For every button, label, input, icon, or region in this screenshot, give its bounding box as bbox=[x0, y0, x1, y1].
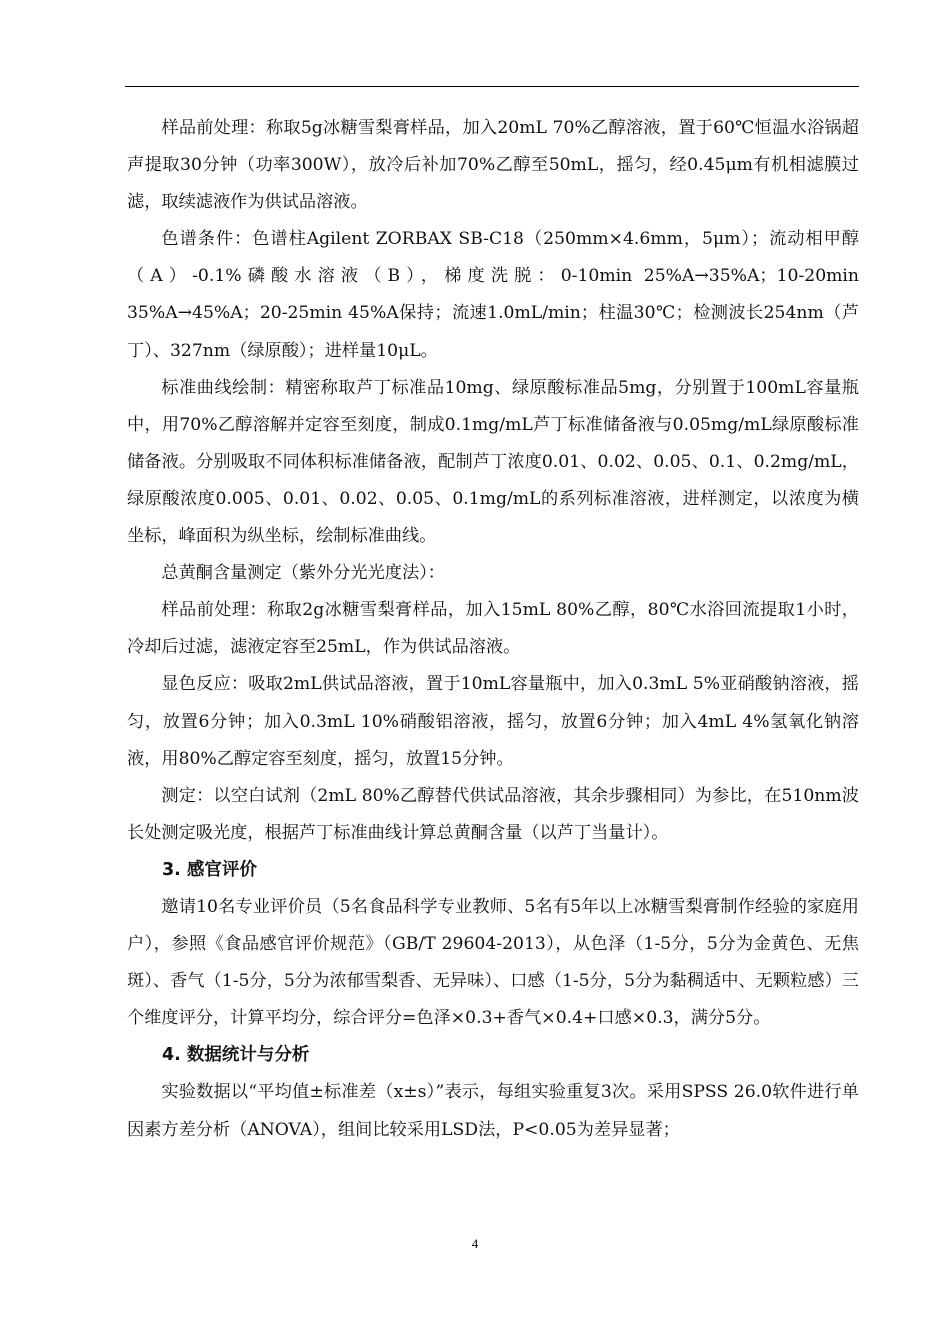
section-heading-statistics: 4. 数据统计与分析 bbox=[162, 1045, 310, 1066]
paragraph-flavonoid-prep: 样品前处理：称取2g冰糖雪梨膏样品，加入15mL 80%乙醇，80℃水浴回流提取1小时，冷却后过滤，滤液定容至25mL，作为供试品溶液。 bbox=[127, 600, 859, 658]
paragraph-standard-curve: 标准曲线绘制：精密称取芦丁标准品10mg、绿原酸标准品5mg，分别置于100mL容量瓶中，用70%乙醇溶解并定容至刻度，制成0.1mg/mL芦丁标准储备液与0.05mg/mL绿原酸标准储备液。分别吸取不同体积标准储备液，配制芦丁浓度0.01、0.02、0.05、0.1、0.2mg/mL，绿原酸浓度0.005、0.01、0.02、0.05、0.1mg/mL的系列标准溶液，进样测定，以浓度为横坐标，峰面积为纵坐标，绘制标准曲线。 bbox=[127, 377, 859, 547]
paragraph-flavonoid-heading: 总黄酮含量测定（紫外分光光度法）： bbox=[161, 563, 445, 584]
header-rule bbox=[125, 86, 859, 87]
paragraph-chromatography: 色谱条件：色谱柱Agilent ZORBAX SB-C18（250mm×4.6mm，5μm）；流动相甲醇（A）-0.1%磷酸水溶液（B），梯度洗脱：0-10min 25%A→35%A；10-20min 35%A→45%A；20-25min 45%A保持；流速1.0mL/min；柱温30℃；检测波长254nm（芦丁）、327nm（绿原酸）；进样量10μL。 bbox=[127, 229, 859, 361]
paragraph-statistics: 实验数据以“平均值±标准差（x±s）”表示，每组实验重复3次。采用SPSS 26.0软件进行单因素方差分析（ANOVA），组间比较采用LSD法，P<0.05为差异显著； bbox=[127, 1082, 859, 1140]
paragraph-color-reaction: 显色反应：吸取2mL供试品溶液，置于10mL容量瓶中，加入0.3mL 5%亚硝酸钠溶液，摇匀，放置6分钟；加入0.3mL 10%硝酸铝溶液，摇匀，放置6分钟；加入4mL 4%氢氧化钠溶液，用80%乙醇定容至刻度，摇匀，放置15分钟。 bbox=[127, 674, 859, 769]
page-number: 4 bbox=[471, 1236, 479, 1251]
paragraph-sensory: 邀请10名专业评价员（5名食品科学专业教师、5名有5年以上冰糖雪梨膏制作经验的家庭用户），参照《食品感官评价规范》（GB/T 29604-2013），从色泽（1-5分，5分为金黄色、无焦斑）、香气（1-5分，5分为浓郁雪梨香、无异味）、口感（1-5分，5分为黏稠适中、无颗粒感）三个维度评分，计算平均分，综合评分=色泽×0.3+香气×0.4+口感×0.3，满分5分。 bbox=[127, 896, 859, 1029]
section-heading-sensory: 3. 感官评价 bbox=[162, 859, 257, 880]
body-text bbox=[127, 110, 859, 1149]
paragraph-sample-prep: 样品前处理：称取5g冰糖雪梨膏样品，加入20mL 70%乙醇溶液，置于60℃恒温水浴锅超声提取30分钟（功率300W），放冷后补加70%乙醇至50mL，摇匀，经0.45μm有机相滤膜过滤，取续滤液作为供试品溶液。 bbox=[127, 118, 859, 213]
paragraph-measurement: 测定：以空白试剂（2mL 80%乙醇替代供试品溶液，其余步骤相同）为参比，在510nm波长处测定吸光度，根据芦丁标准曲线计算总黄酮含量（以芦丁当量计）。 bbox=[127, 785, 859, 843]
